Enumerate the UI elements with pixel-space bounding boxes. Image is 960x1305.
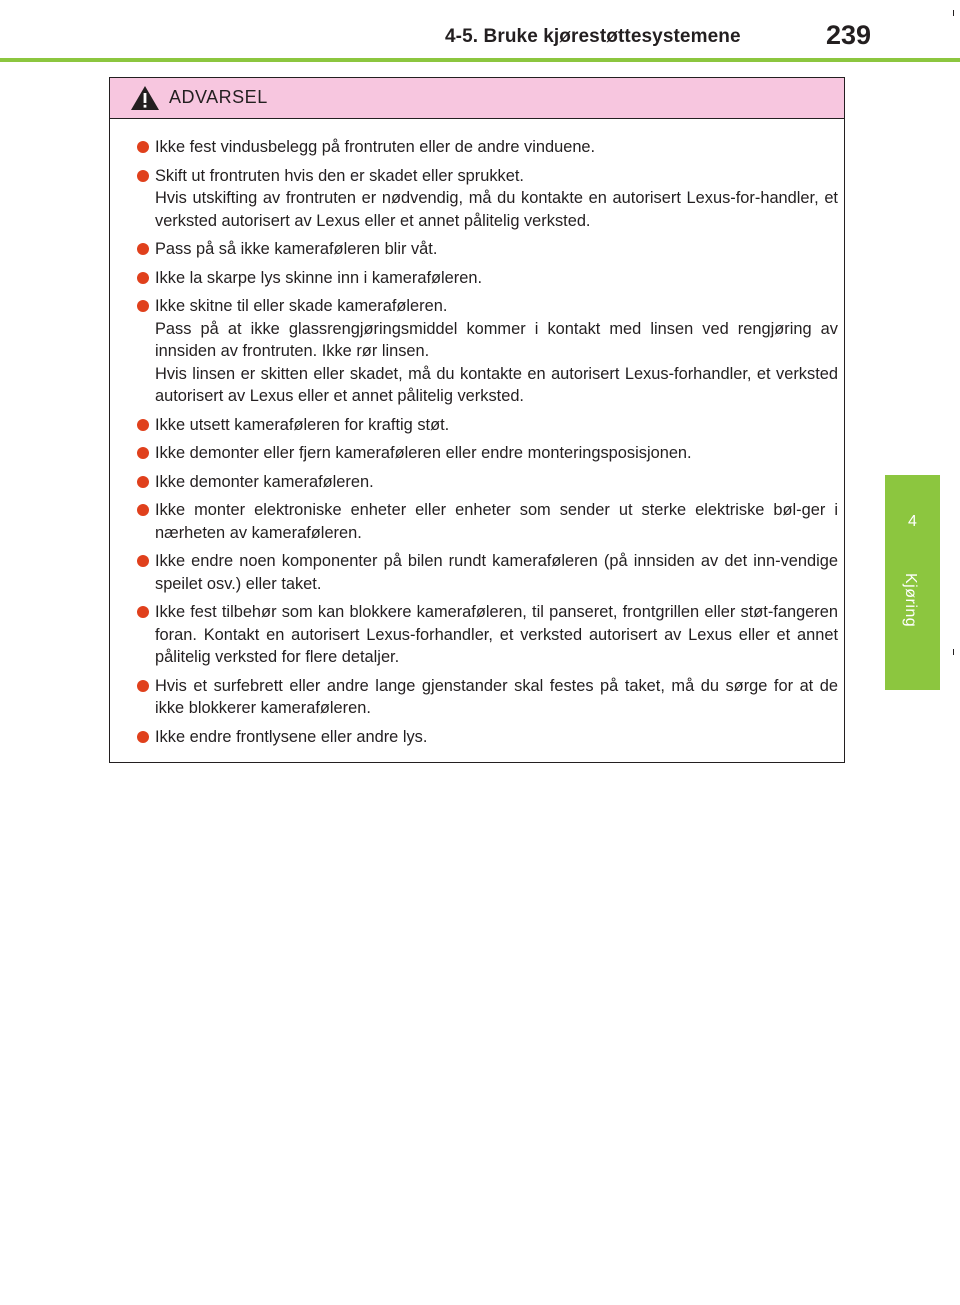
bullet-icon xyxy=(137,555,149,567)
list-item xyxy=(136,499,838,544)
chapter-number: 4 xyxy=(908,513,917,530)
item-text: Ikke endre noen komponenter på bilen rundt kameraføleren (på innsiden av det inn-vendige speilet osv.) eller taket. xyxy=(155,552,838,593)
bullet-icon xyxy=(137,141,149,153)
warning-title: ADVARSEL xyxy=(169,87,268,107)
list-item xyxy=(136,238,838,261)
bullet-icon xyxy=(137,680,149,692)
item-text: Ikke demonter kameraføleren. xyxy=(155,472,374,491)
item-text: Ikke fest tilbehør som kan blokkere kameraføleren, til panseret, frontgrillen eller støt-fangeren foran. Kontakt en autorisert Lexus-forhandler, et verksted autorisert av Lexus eller et annet pålitelig verksted for flere detaljer. xyxy=(155,603,838,666)
list-item xyxy=(136,414,838,437)
list-item xyxy=(136,442,838,465)
crop-mark xyxy=(953,649,954,655)
bullet-icon xyxy=(137,731,149,743)
warning-box xyxy=(109,77,845,763)
list-item xyxy=(136,267,838,290)
list-item xyxy=(136,471,838,494)
bullet-icon xyxy=(137,606,149,618)
item-text: Ikke monter elektroniske enheter eller enheter som sender ut sterke elektriske bøl-ger i nærheten av kameraføleren. xyxy=(155,501,838,542)
page-number: 239 xyxy=(826,20,872,50)
item-text: Pass på at ikke glassrengjøringsmiddel kommer i kontakt med linsen ved rengjøring av innsiden av frontruten. Ikke rør linsen. xyxy=(155,319,838,360)
bullet-icon xyxy=(137,170,149,182)
warning-triangle-icon xyxy=(130,85,160,111)
warning-list xyxy=(136,136,838,754)
item-text: Ikke utsett kameraføleren for kraftig støt. xyxy=(155,415,450,434)
section-title: 4-5. Bruke kjørestøttesystemene xyxy=(445,26,741,47)
list-item xyxy=(136,726,838,749)
item-text: Hvis utskifting av frontruten er nødvendig, må du kontakte en autorisert Lexus-for-handler, et verksted autorisert av Lexus eller et annet pålitelig verksted. xyxy=(155,189,838,230)
list-item xyxy=(136,675,838,720)
chapter-label: Kjøring xyxy=(902,573,919,628)
item-text: Pass på så ikke kameraføleren blir våt. xyxy=(155,240,438,258)
item-text: Ikke skitne til eller skade kameraføleren. xyxy=(155,297,448,315)
crop-mark xyxy=(953,10,954,16)
warning-header xyxy=(110,78,844,119)
bullet-icon xyxy=(137,300,149,312)
item-text: Hvis et surfebrett eller andre lange gjenstander skal festes på taket, må du sørge for at de ikke blokkerer kameraføleren. xyxy=(155,676,838,717)
list-item xyxy=(136,601,838,669)
item-text: Ikke demonter eller fjern kameraføleren eller endre monteringsposisjonen. xyxy=(155,444,692,462)
bullet-icon xyxy=(137,243,149,255)
bullet-icon xyxy=(137,419,149,431)
list-item xyxy=(136,165,838,233)
item-text: Ikke la skarpe lys skinne inn i kameraføleren. xyxy=(155,268,483,287)
bullet-icon xyxy=(137,447,149,459)
header-divider xyxy=(0,58,960,62)
bullet-icon xyxy=(137,272,149,284)
bullet-icon xyxy=(137,476,149,488)
chapter-tab[interactable] xyxy=(885,475,940,690)
bullet-icon xyxy=(137,504,149,516)
list-item xyxy=(136,295,838,408)
list-item xyxy=(136,136,838,159)
item-text: Ikke fest vindusbelegg på frontruten eller de andre vinduene. xyxy=(155,138,596,156)
item-text: Skift ut frontruten hvis den er skadet eller sprukket. xyxy=(155,166,524,185)
item-text: Ikke endre frontlysene eller andre lys. xyxy=(155,727,428,746)
list-item xyxy=(136,550,838,595)
item-text: Hvis linsen er skitten eller skadet, må du kontakte en autorisert Lexus-forhandler, et verksted autorisert av Lexus eller et annet pålitelig verksted. xyxy=(155,364,838,405)
